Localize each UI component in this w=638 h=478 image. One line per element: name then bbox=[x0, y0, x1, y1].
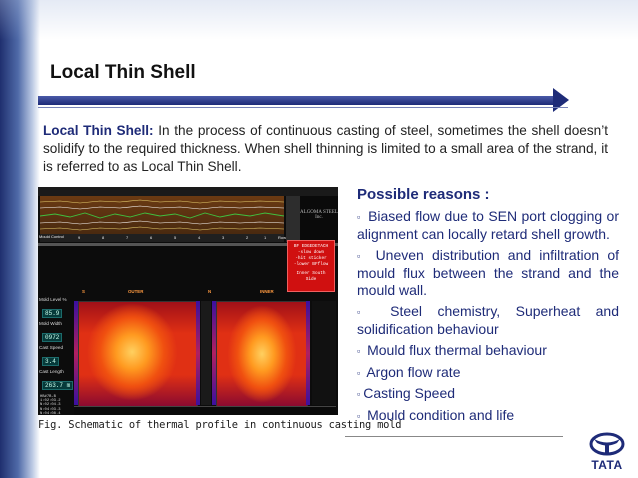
intro-lead: Local Thin Shell: bbox=[43, 123, 154, 138]
reason-text: Biased flow due to SEN port clogging or alignment can locally retard shell growth. bbox=[357, 208, 619, 243]
reasons-list bbox=[357, 208, 619, 429]
side-number: N:02:04.3 bbox=[40, 403, 61, 408]
figure-trend-panel bbox=[40, 196, 284, 234]
alert-line: -hit sticker bbox=[295, 256, 327, 261]
figure-alert-box bbox=[287, 240, 335, 292]
slide-title: Local Thin Shell bbox=[50, 62, 196, 83]
alert-line: -lower BFflow bbox=[293, 262, 329, 267]
alert-line: Inner South bbox=[296, 271, 326, 276]
face-label-outer: OUTER bbox=[128, 289, 144, 294]
ruler-label: 4 bbox=[198, 235, 201, 240]
bullet-icon: ▫ bbox=[357, 411, 361, 422]
figure-right-colour-scale bbox=[312, 301, 336, 405]
top-decorative-shade bbox=[0, 0, 638, 40]
figure-mould-label: Mould Control bbox=[39, 234, 64, 239]
side-number: HB#7B-B bbox=[40, 395, 56, 399]
side-label: Cast Speed bbox=[39, 345, 64, 350]
side-value: 85.9 bbox=[42, 309, 62, 318]
figure-mid-scale bbox=[201, 301, 211, 405]
side-label: Mold Level % bbox=[39, 297, 67, 302]
footer-divider bbox=[345, 436, 563, 437]
thermal-profile-figure bbox=[38, 187, 338, 415]
outer-plate-edge-right bbox=[196, 301, 200, 405]
list-item bbox=[357, 208, 619, 243]
reason-text: Steel chemistry, Superheat and solidification behaviour bbox=[357, 303, 619, 338]
side-numbers bbox=[40, 395, 74, 415]
reasons-title: Possible reasons : bbox=[357, 186, 490, 203]
reason-text: Mould condition and life bbox=[363, 407, 515, 424]
title-underline bbox=[38, 107, 568, 108]
side-number: N:04:08.4 bbox=[40, 411, 61, 415]
face-label-n: N bbox=[208, 289, 212, 294]
ruler-label: Row bbox=[278, 235, 287, 240]
tata-wordmark: TATA bbox=[591, 458, 623, 472]
side-value: 0972 bbox=[42, 333, 62, 342]
figure-bottom-axis bbox=[74, 406, 336, 415]
figure-caption: Fig. Schematic of thermal profile in continuous casting mold bbox=[38, 419, 402, 431]
list-item bbox=[357, 385, 619, 403]
figure-logo: ALGOMA STEEL Inc. bbox=[300, 196, 338, 242]
list-item bbox=[357, 407, 619, 425]
alert-line: -slow down bbox=[297, 250, 325, 255]
outer-thermal-map bbox=[78, 301, 198, 407]
bullet-icon: ▫ bbox=[357, 250, 365, 261]
list-item bbox=[357, 247, 619, 300]
bullet-icon: ▫ bbox=[357, 212, 361, 222]
intro-paragraph bbox=[43, 122, 608, 176]
reason-text: Uneven distribution and infiltration of mould flux between the strand and the mould wall. bbox=[357, 246, 619, 299]
bullet-icon: ▫ bbox=[357, 307, 372, 318]
ruler-label: 2 bbox=[246, 235, 249, 240]
list-item bbox=[357, 364, 619, 382]
inner-plate-edge-right bbox=[306, 301, 310, 405]
bullet-icon: ▫ bbox=[357, 345, 361, 356]
side-label: Cast Length bbox=[39, 369, 64, 374]
reason-text: Argon flow rate bbox=[363, 363, 461, 380]
side-label: Mold Width bbox=[39, 321, 62, 326]
left-decorative-band bbox=[0, 0, 40, 478]
side-value: 3.4 bbox=[42, 357, 59, 366]
figure-top-strip bbox=[38, 187, 338, 196]
figure-side-panel bbox=[38, 297, 74, 415]
alert-line: Side bbox=[305, 277, 317, 282]
list-item bbox=[357, 342, 619, 360]
side-number: 1:02:03.2 bbox=[40, 399, 61, 404]
ruler-label: 6 bbox=[150, 235, 153, 240]
side-number: N:04:03.3 bbox=[40, 407, 61, 412]
alert-line: BF EDGEDETACH bbox=[293, 244, 329, 249]
face-label-inner: INNER bbox=[260, 289, 274, 294]
reason-text: Casting Speed bbox=[363, 385, 456, 402]
intro-text: In the process of continuous casting of steel, sometimes the shell doesn’t solidify to the required thickness. When shell thinning is limited to a small area of the strand, it is referred to as Local Thin Shell. bbox=[43, 123, 608, 174]
face-label-s: S bbox=[82, 289, 85, 294]
side-value: 263.7 m bbox=[42, 381, 73, 390]
bullet-icon: ▫ bbox=[357, 389, 361, 400]
reason-text: Mould flux thermal behaviour bbox=[363, 341, 547, 358]
ruler-label: 1 bbox=[264, 235, 267, 240]
bullet-icon: ▫ bbox=[357, 367, 361, 378]
figure-ruler-labels bbox=[38, 235, 298, 243]
ruler-label: 3 bbox=[222, 235, 225, 240]
ruler-label: 7 bbox=[126, 235, 129, 240]
ruler-label: 8 bbox=[102, 235, 105, 240]
title-arrow-bar bbox=[38, 96, 556, 105]
ruler-label: 5 bbox=[174, 235, 177, 240]
title-arrow-head bbox=[553, 88, 569, 112]
inner-thermal-map bbox=[216, 301, 308, 407]
list-item bbox=[357, 303, 619, 338]
ruler-label: 9 bbox=[78, 235, 81, 240]
